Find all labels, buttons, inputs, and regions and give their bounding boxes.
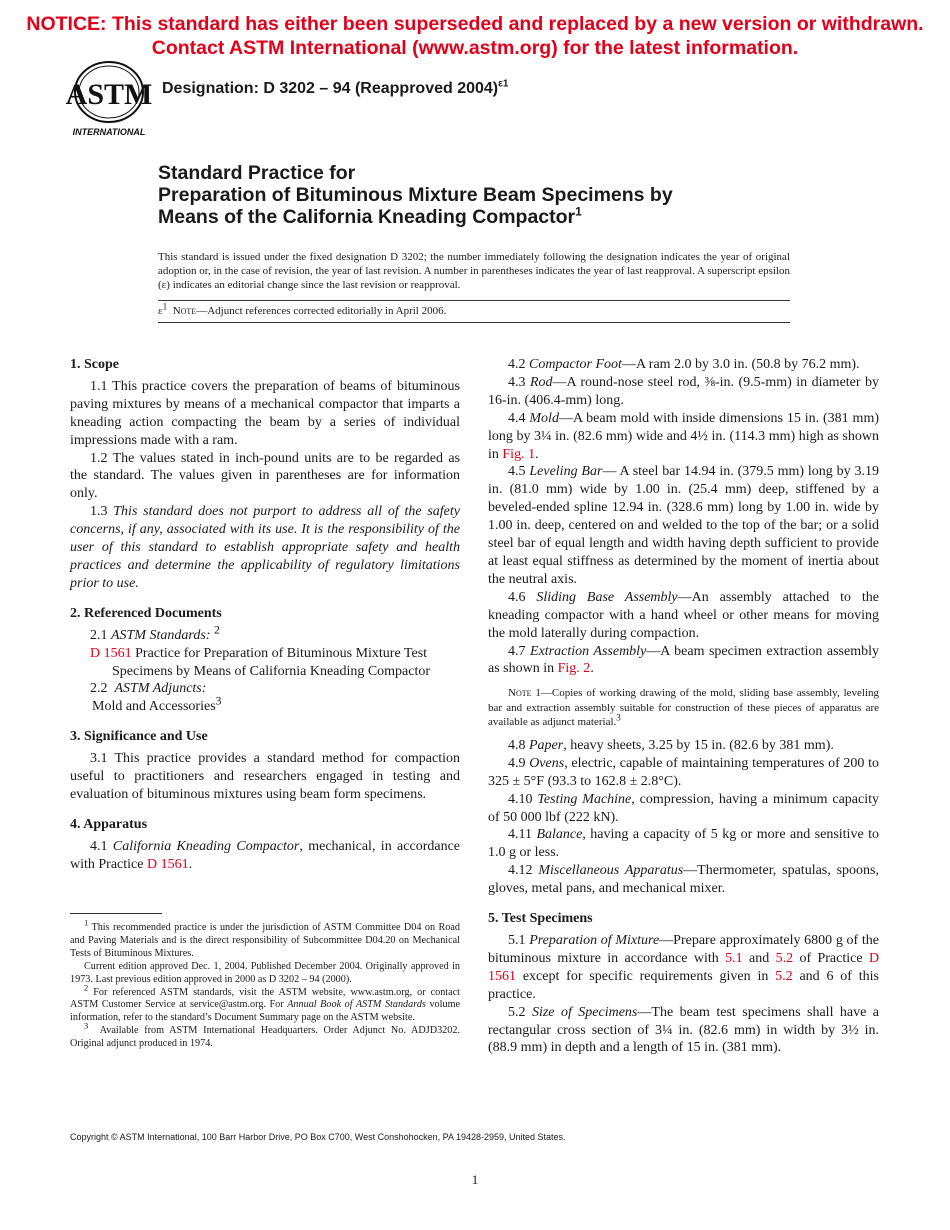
footnote-text: This recommended practice is under the jurisdiction of ASTM Committee D04 on Road and Paving Materials and is the direct responsibility of Subcommittee D04.20 on Mechanical Tests of Bituminous Mixtures. [70,922,460,959]
footnote-text: volume information, refer to the standard’s Document Summary page on the ASTM website. [70,999,461,1024]
paragraph-4-12 [488,862,879,898]
note-label: Note [508,687,532,700]
para-number: 4.11 [508,827,532,843]
para-text: —The beam test specimens shall have a rectangular cross section of 3¼ in. (82.6 mm) in width by 3½ in. (88.9 mm) in depth and a length of 15 in. (381 mm). [488,1004,880,1056]
left-column [70,356,460,874]
section-heading-significance: 3. Significance and Use [70,729,208,745]
reference-title: Practice for Preparation of Bituminous Mixture Test Specimens by Means of California Kneading Compactor [112,645,431,679]
term: California Kneading Compactor [112,838,300,854]
notice-line-1: NOTICE: This standard has either been superseded and replaced by a new version or withdrawn. [26,13,924,35]
para-number: 4.2 [508,357,526,372]
link-fig-2[interactable]: Fig. 2 [557,661,591,677]
astm-standards-label: ASTM Standards: [111,627,211,643]
para-number: 4.3 [508,374,526,390]
note-text: 1—Copies of working drawing of the mold, sliding base assembly, leveling bar and extraction assembly suitable for construction of these pieces of apparatus are available as adjunct material. [488,687,880,728]
divider [158,322,790,323]
astm-logo-icon [66,60,152,142]
page-number: 1 [471,1172,479,1187]
title-line-3-text: Means of the California Kneading Compactor [158,206,576,228]
term: Extraction Assembly [530,643,647,659]
paragraph-4-2 [488,356,879,374]
para-text: and 6 of this practice. [488,968,880,1002]
designation-sup: ε1 [498,78,509,90]
paragraph-4-8 [488,737,879,755]
footnote-mark: 2 [84,982,89,993]
paragraph-2-1 [70,623,460,645]
title-line-3 [158,206,838,228]
note-label: Note [172,305,197,317]
designation [162,80,508,98]
epsilon-mark: ε [158,305,163,317]
para-number: 2.2 [90,681,108,697]
paragraph-4-6 [488,589,879,643]
footnote-ref: 2 [213,623,220,637]
right-column [488,356,879,1057]
logo-text: ASTM [66,78,152,111]
para-text: of Practice [799,950,863,966]
paragraph-2-2 [70,680,460,698]
para-number: 4.7 [508,643,526,659]
footnote-text: For referenced ASTM standards, visit the ASTM website, www.astm.org, or contact ASTM Customer Service at service@astm.org. For [70,986,461,1011]
para-number: 4.8 [508,737,526,753]
title-line-1: Standard Practice for [158,162,356,184]
notice-line-2: Contact ASTM International (www.astm.org) for the latest information. [151,37,799,59]
para-text: , compression, having a minimum capacity of 50 000 lbf (222 kN). [488,791,880,825]
para-text: —An assembly attached to the kneading compactor with a hand wheel or other means for moving the mold laterally during compaction. [488,589,880,641]
document-title [158,162,838,228]
para-number: 4.4 [508,410,526,426]
epsilon-sup: 1 [162,301,168,312]
epsilon-note-text: —Adjunct references corrected editorially in April 2006. [196,305,447,317]
footnotes [70,917,461,1051]
footnote-3 [70,1020,461,1051]
intro-paragraph: This standard is issued under the fixed designation D 3202; the number immediately following the designation indicates the year of original adoption or, in the case of revision, the year of last revision. A number in parentheses indicates the year of last reapproval. A superscript epsilon (ε) indicates an editorial change since the last revision or reapproval. [158,251,790,292]
footnote-text: Available from ASTM International Headquarters. Order Adjunct No. ADJD3202. Original adjunct produced in 1974. [70,1025,461,1050]
para-end: . [188,856,193,872]
term: Balance [536,827,583,843]
para-text: —A round-nose steel rod, ⅜-in. (9.5-mm) in diameter by 16-in. (406.4-mm) long. [488,374,880,408]
para-text: —A beam mold with inside dimensions 15 in. (381 mm) long by 3¼ in. (82.6 mm) wide and 4½ in. (114.3 mm) high as shown in [488,410,879,462]
para-text: — A steel bar 14.94 in. (379.5 mm) long by 3.19 in. (81.0 mm) wide by 1.00 in. (25.4 mm) deep, stiffened by a beveled-ended spline 12.94 in. (328.6 mm) long by 1.00 in. wide by 1.00 in. deep, centered on and welded to the top of the bar; or a solid steel bar of equal length and width having depth sufficient to provide at least equal stiffness as determined by the moment of inertia about the neutral axis. [488,464,879,587]
footnote-1 [70,917,460,961]
footnote-2 [70,982,461,1026]
reference-title: Mold and Accessories [92,699,216,715]
paragraph-1-3 [70,503,460,593]
term: Leveling Bar [529,464,603,480]
term: Size of Specimens [531,1004,638,1020]
paragraph-4-11 [488,826,879,862]
para-text: —A ram 2.0 by 3.0 in. (50.8 by 76.2 mm). [621,357,860,372]
footnote-1b: Current edition approved Dec. 1, 2004. Published December 2004. Originally approved in 1973. Last previous edition approved in 2000 as D 3202 – 94 (2000). [70,960,460,985]
para-number: 1.3 [90,504,108,520]
paragraph-4-9 [488,755,879,791]
paragraph-4-10 [488,791,879,827]
term: Sliding Base Assembly [536,589,678,605]
para-text: —Prepare approximately 6800 g of the bituminous mixture in accordance with [488,932,879,966]
section-heading-test-specimens: 5. Test Specimens [488,911,593,927]
link-d1561[interactable]: D 1561 [146,856,189,872]
paragraph-5-1 [488,932,879,1004]
link-5-1[interactable]: 5.1 [725,950,743,966]
title-sup: 1 [575,204,582,219]
footnote-divider [70,913,162,914]
para-number: 4.9 [508,755,526,771]
paragraph-1-1: 1.1 This practice covers the preparation of beams of bituminous paving mixtures by means of a mechanical compactor that imparts a kneading action compacting the beam by a series of individual impressions made with a ram. [70,378,460,448]
reference-d1561 [70,645,460,681]
term: Mold [529,410,559,426]
paragraph-3-1: 3.1 This practice provides a standard method for compaction useful to practitioners and researchers engaged in testing and evaluation of bituminous mixtures using beam form specimens. [70,751,460,802]
para-number: 4.10 [508,791,533,807]
paragraph-1-2: 1.2 The values stated in inch-pound units are to be regarded as the standard. The values given in parentheses are for information only. [70,450,460,502]
para-text: except for specific requirements given in [522,968,769,984]
paragraph-4-1 [70,838,460,874]
term: Miscellaneous Apparatus [538,863,684,879]
paragraph-4-7 [488,643,879,679]
title-line-2: Preparation of Bituminous Mixture Beam Specimens by [158,184,673,206]
term: Preparation of Mixture [529,932,660,948]
copyright: Copyright © ASTM International, 100 Barr Harbor Drive, PO Box C700, West Conshohocken, PA 19428-2959, United States. [70,1132,566,1142]
para-text: —A beam specimen extraction assembly as shown in [488,643,879,677]
divider [158,300,790,301]
para-text: , having a capacity of 5 kg or more and sensitive to 1.0 g or less. [488,827,880,861]
section-heading-referenced-documents: 2. Referenced Documents [70,605,222,621]
link-d1561[interactable]: D 1561 [90,645,132,661]
reference-mold [70,694,460,716]
para-number: 4.12 [508,863,533,879]
logo-subtext: INTERNATIONAL [72,127,146,137]
designation-text: Designation: D 3202 – 94 (Reapproved 2004) [162,80,499,97]
astm-adjuncts-label: ASTM Adjuncts: [114,681,207,697]
para-number: 4.1 [90,838,108,854]
footnote-italic: Annual Book of ASTM Standards [287,999,426,1011]
para-end: . [590,661,594,677]
para-text: and [748,950,770,966]
link-d1561[interactable]: D 1561 [488,950,880,984]
footnote-ref: 3 [215,694,222,708]
link-fig-1[interactable]: Fig. 1 [502,446,536,462]
term: Rod [529,374,553,390]
paragraph-4-4 [488,410,879,464]
term: Ovens [529,755,565,771]
safety-text: This standard does not purport to address all of the safety concerns, if any, associated with its use. It is the responsibility of the user of this standard to establish appropriate safety and health practices and determine the applicability of regulatory limitations prior to use. [70,504,460,591]
para-text: —Thermometer, spatulas, spoons, gloves, metal pans, and mechanical mixer. [488,863,879,897]
para-number: 4.6 [508,589,526,605]
para-text: , heavy sheets, 3.25 by 15 in. (82.6 by 381 mm). [563,737,834,753]
footnote-mark: 1 [84,917,89,928]
section-heading-apparatus: 4. Apparatus [70,816,148,832]
para-number: 4.5 [508,464,526,480]
section-heading-scope: 1. Scope [70,357,119,372]
footnote-ref: 3 [616,712,621,723]
para-number: 5.1 [508,932,526,948]
para-end: . [535,446,539,462]
term: Testing Machine [537,791,632,807]
epsilon-note [158,301,447,317]
link-5-2[interactable]: 5.2 [775,968,793,984]
term: Paper [529,737,564,753]
para-text: , mechanical, in accordance with Practice [70,838,460,872]
paragraph-4-3 [488,374,879,410]
paragraph-4-5 [488,463,879,588]
note-1 [488,686,879,729]
para-number: 2.1 [90,627,108,643]
footnote-mark: 3 [84,1020,89,1031]
term: Compactor Foot [529,357,622,372]
para-text: , electric, capable of maintaining temperatures of 200 to 325 ± 5°F (93.3 to 162.8 ± 2.8°C). [488,755,879,789]
link-5-2[interactable]: 5.2 [775,950,794,966]
paragraph-5-2 [488,1004,879,1058]
para-number: 5.2 [508,1004,526,1020]
